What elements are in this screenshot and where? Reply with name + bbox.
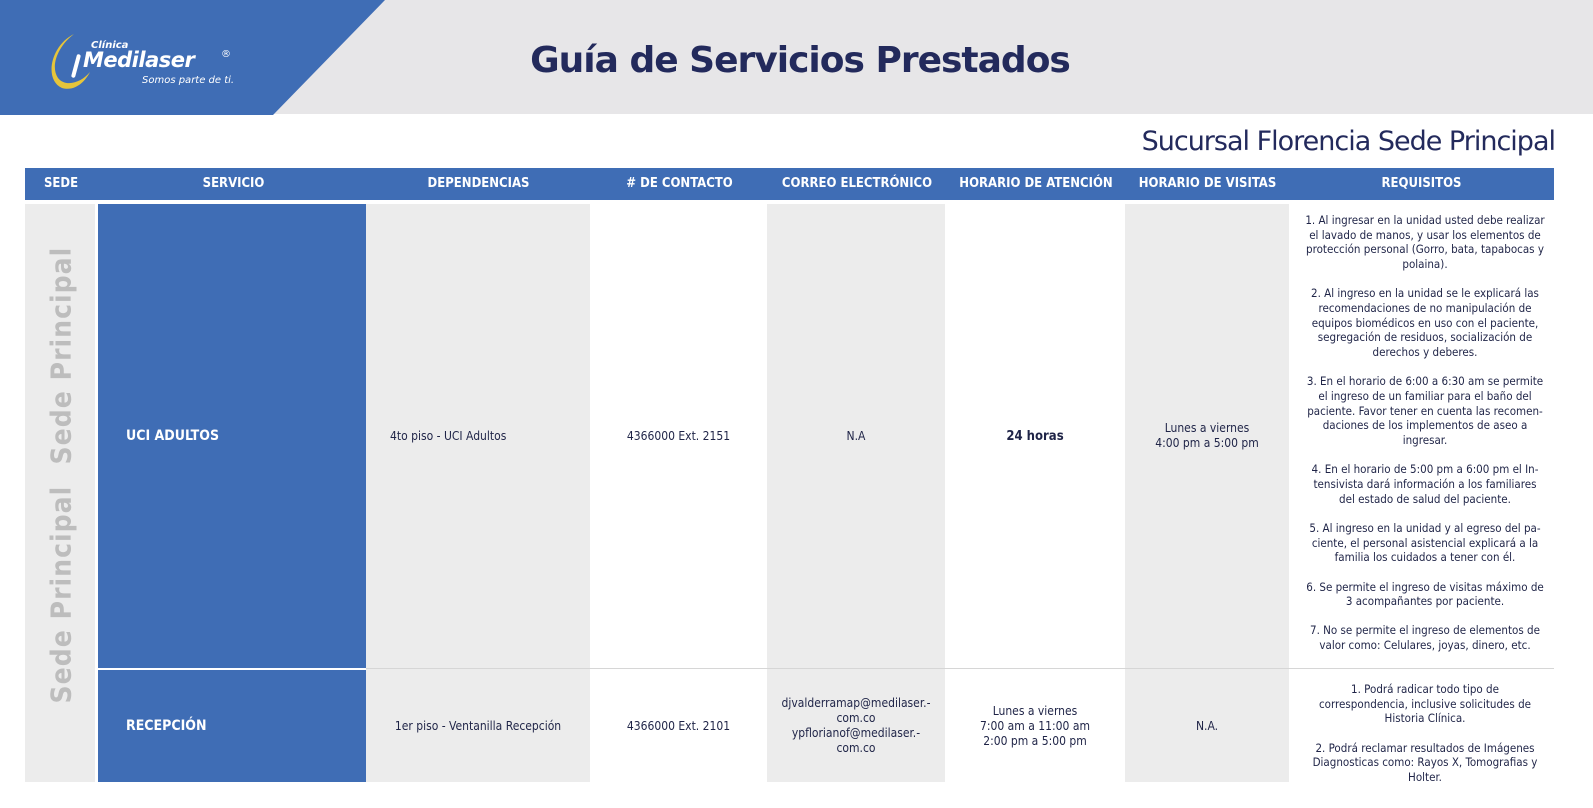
sede-label: Sede Principal	[44, 485, 78, 704]
header-horario-atencion: HORARIO DE ATENCIÓN	[959, 176, 1113, 191]
table-row-recepcion-visitas: N.A.	[1195, 718, 1219, 733]
table-row-uci-visitas: Lunes a viernes 4:00 pm a 5:00 pm	[1155, 421, 1259, 450]
table-row-recepcion-contacto: 4366000 Ext. 2101	[626, 718, 731, 733]
table-row-uci-dependencias: 4to piso - UCI Adultos	[390, 428, 507, 443]
header-correo: CORREO ELECTRÓNICO	[781, 176, 933, 191]
table-row-recepcion-atencion: Lunes a viernes 7:00 am a 11:00 am 2:00 pm a 5:00 pm	[980, 703, 1090, 748]
logo-tagline: Somos parte de ti.	[142, 75, 235, 86]
requisito-item: 6. Se permite el ingreso de visitas máximo de 3 acompañantes por paciente.	[1306, 579, 1544, 609]
requisito-item: 5. Al ingreso en la unidad y al egreso del pa-ciente, el personal asistencial explicará a la familia los cuidados a tener con él.	[1309, 520, 1541, 565]
page-title: Guía de Servicios Prestados	[530, 40, 1070, 81]
logo-registered-mark: ®	[221, 49, 231, 60]
table-row-recepcion-correo: djvalderramap@medilaser.- com.co ypflorianof@medilaser.- com.co	[781, 696, 931, 755]
header-dependencias: DEPENDENCIAS	[427, 176, 530, 191]
table-row-uci-requisitos	[1305, 213, 1545, 667]
table-row-recepcion-requisitos	[1305, 682, 1545, 799]
page-subtitle: Sucursal Florencia Sede Principal	[1141, 126, 1555, 157]
requisito-item: 1. Podrá radicar todo tipo de correspondencia, inclusive solicitudes de Historia Clínica.	[1318, 682, 1532, 726]
logo-small-text: Clínica	[91, 40, 129, 51]
sede-label: Sede Principal	[44, 246, 78, 465]
logo-brand-name: Medilaser	[83, 48, 195, 72]
requisito-item: 7. No se permite el ingreso de elementos de valor como: Celulares, joyas, dinero, etc.	[1310, 623, 1540, 653]
table-row-uci-atencion: 24 horas	[1006, 428, 1064, 444]
requisito-item: 1. Al ingresar en la unidad usted debe realizar el lavado de manos, y usar los elementos de protección personal (Gorro, bata, tapabocas y polaina).	[1305, 213, 1545, 272]
medilaser-logo	[46, 32, 246, 92]
header-requisitos: REQUISITOS	[1381, 176, 1462, 191]
table-row-uci-servicio: UCI ADULTOS	[126, 427, 220, 444]
requisito-item: 4. En el horario de 5:00 pm a 6:00 pm el In-tensivista dará información a los familiares del estado de salud del paciente.	[1311, 462, 1539, 506]
table-header	[25, 168, 1554, 200]
header-horario-visitas: HORARIO DE VISITAS	[1138, 176, 1277, 191]
table-row-uci-contacto: 4366000 Ext. 2151	[626, 428, 731, 443]
requisito-item: 2. Al ingreso en la unidad se le explicará las recomendaciones de no manipulación de equipos biomédicos en uso con el paciente, segregación de residuos, socialización de derechos y deberes.	[1311, 286, 1539, 360]
table-row-recepcion-servicio: RECEPCIÓN	[126, 717, 207, 734]
header-servicio: SERVICIO	[202, 176, 265, 191]
table-row-uci-correo: N.A	[846, 428, 866, 443]
header-contacto: # DE CONTACTO	[626, 176, 733, 191]
table-row-recepcion-dependencias: 1er piso - Ventanilla Recepción	[394, 718, 562, 733]
requisito-item: 2. Podrá reclamar resultados de Imágenes Diagnosticas como: Rayos X, Tomografias y Holter.	[1312, 740, 1538, 785]
requisito-item: 3. En el horario de 6:00 a 6:30 am se permite el ingreso de un familiar para el baño del paciente. Favor tener en cuenta las recomen-daciones de los implementos de aseo a ingresar.	[1306, 374, 1544, 448]
header-sede: SEDE	[43, 176, 79, 191]
